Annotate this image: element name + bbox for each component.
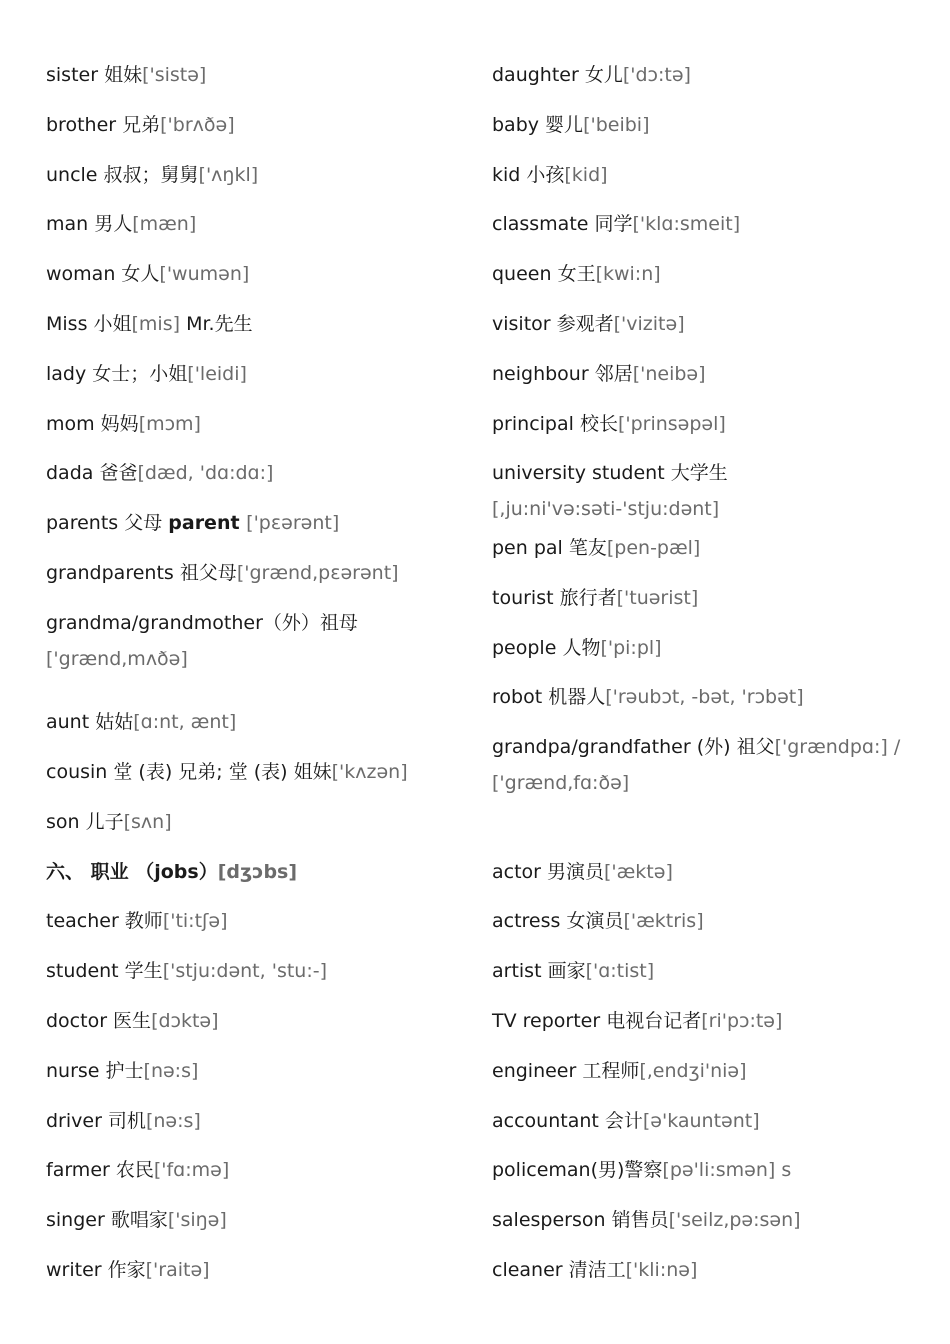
entry-phonetic: ['beibi] — [583, 114, 650, 136]
entry-phonetic: ['sistə] — [142, 64, 207, 86]
vocab-entry — [492, 959, 654, 983]
entry-word: tourist 旅行者 — [492, 587, 617, 609]
entry-word: actor 男演员 — [492, 861, 605, 883]
entry-phonetic: ['pi:pl] — [600, 637, 662, 659]
entry-phonetic: ['siŋə] — [167, 1209, 227, 1231]
entry-word: kid 小孩 — [492, 164, 565, 186]
entry-extra: Mr.先生 — [180, 313, 253, 335]
vocab-entry — [46, 1109, 201, 1133]
entry-phonetic: ['leidi] — [187, 363, 247, 385]
entry-word: mom 妈妈 — [46, 413, 139, 435]
vocab-entry — [492, 729, 912, 801]
entry-word: writer 作家 — [46, 1259, 146, 1281]
entry-phonetic: ['grændpɑ:] / ['grænd,fɑ:ðə] — [492, 736, 901, 794]
entry-word: doctor 医生 — [46, 1010, 152, 1032]
entry-phonetic: ['ʌŋkl] — [198, 164, 259, 186]
entry-phonetic: [kid] — [564, 164, 608, 186]
vocab-entry — [492, 1258, 697, 1282]
section-phonetic: [dʒɔbs] — [217, 861, 298, 883]
entry-word: queen 女王 — [492, 263, 596, 285]
vocab-entry — [492, 113, 649, 137]
entry-word: parents 父母 — [46, 512, 169, 534]
entry-word: grandparents 祖父母 — [46, 562, 237, 584]
entry-word: neighbour 邻居 — [492, 363, 633, 385]
entry-word: aunt 姑姑 — [46, 711, 134, 733]
vocab-entry — [492, 262, 661, 286]
entry-word: classmate 同学 — [492, 213, 633, 235]
entry-word: singer 歌唱家 — [46, 1209, 168, 1231]
vocab-entry — [46, 312, 253, 336]
vocab-entry — [46, 1158, 229, 1182]
vocab-entry — [492, 362, 706, 386]
vocab-entry — [492, 586, 698, 610]
vocab-entry — [46, 262, 249, 286]
entry-word: cleaner 清洁工 — [492, 1259, 626, 1281]
entry-phonetic: [sʌn] — [123, 811, 172, 833]
entry-phonetic: ['vizitə] — [613, 313, 685, 335]
section-title: 六、 职业 （jobs） — [46, 861, 218, 883]
entry-word: pen pal 笔友 — [492, 537, 607, 559]
entry-word: grandpa/grandfather (外) 祖父 — [492, 736, 775, 758]
vocab-entry — [46, 605, 406, 677]
entry-phonetic: [dɔktə] — [151, 1010, 219, 1032]
entry-word: principal 校长 — [492, 413, 618, 435]
entry-word: visitor 参观者 — [492, 313, 614, 335]
entry-word: university student 大学生 — [492, 462, 728, 484]
vocab-entry — [492, 212, 740, 236]
vocab-entry — [492, 1109, 760, 1133]
entry-phonetic: [nə:s] — [143, 1060, 199, 1082]
entry-word: robot 机器人 — [492, 686, 606, 708]
vocab-entry — [492, 909, 704, 933]
entry-phonetic: ['prinsəpəl] — [617, 413, 726, 435]
entry-phonetic: ['pɛərənt] — [246, 512, 340, 534]
entry-phonetic: ['neibə] — [632, 363, 706, 385]
vocab-entry — [46, 909, 228, 933]
vocab-entry — [492, 1208, 801, 1232]
entry-phonetic: ['stju:dənt, 'stu:-] — [162, 960, 327, 982]
vocab-entry — [46, 1009, 219, 1033]
entry-phonetic: [mæn] — [132, 213, 197, 235]
entry-phonetic: [kwi:n] — [595, 263, 661, 285]
entry-word: actress 女演员 — [492, 910, 624, 932]
vocab-entry — [46, 461, 273, 485]
vocab-entry — [492, 860, 673, 884]
entry-phonetic: ['dɔ:tə] — [622, 64, 691, 86]
entry-phonetic: [ri'pɔ:tə] — [701, 1010, 783, 1032]
entry-word: policeman(男)警察 — [492, 1159, 663, 1181]
vocab-entry — [492, 63, 691, 87]
vocab-entry — [46, 163, 258, 187]
entry-phonetic: [mɔm] — [138, 413, 201, 435]
vocab-entry — [46, 810, 172, 834]
entry-word: accountant 会计 — [492, 1110, 643, 1132]
entry-word: nurse 护士 — [46, 1060, 144, 1082]
entry-singular: parent — [168, 512, 247, 534]
entry-phonetic: ['wumən] — [159, 263, 250, 285]
vocab-entry — [46, 63, 206, 87]
entry-phonetic: ['raitə] — [145, 1259, 210, 1281]
entry-word: TV reporter 电视台记者 — [492, 1010, 702, 1032]
vocab-entry — [492, 412, 726, 436]
entry-word: salesperson 销售员 — [492, 1209, 669, 1231]
vocab-entry — [46, 710, 236, 734]
vocab-entry — [46, 412, 201, 436]
entry-word: woman 女人 — [46, 263, 160, 285]
vocab-entry — [46, 1208, 227, 1232]
entry-word: son 儿子 — [46, 811, 124, 833]
entry-word: artist 画家 — [492, 960, 586, 982]
entry-phonetic: ['kʌzən] — [331, 761, 408, 783]
entry-phonetic: ['klɑ:smeit] — [632, 213, 741, 235]
vocab-entry — [46, 561, 399, 585]
entry-word: engineer 工程师 — [492, 1060, 640, 1082]
vocab-entry — [492, 163, 608, 187]
entry-phonetic: [,endʒi'niə] — [639, 1060, 747, 1082]
vocab-entry — [46, 113, 235, 137]
entry-word: brother 兄弟 — [46, 114, 161, 136]
entry-phonetic: ['grænd,pɛərənt] — [236, 562, 399, 584]
entry-phonetic: [pen-pæl] — [606, 537, 701, 559]
entry-word: student 学生 — [46, 960, 163, 982]
entry-word: lady 女士；小姐 — [46, 363, 188, 385]
entry-word: cousin 堂 (表) 兄弟; 堂 (表) 姐妹 — [46, 761, 332, 783]
entry-word: Miss 小姐 — [46, 313, 132, 335]
vocab-entry — [46, 511, 339, 535]
entry-phonetic: [,ju:ni'və:səti-'stju:dənt] — [492, 498, 720, 520]
entry-phonetic: ['grænd,mʌðə] — [46, 648, 188, 670]
entry-phonetic: [pə'li:smən] s — [662, 1159, 792, 1181]
entry-phonetic: ['ɑ:tist] — [585, 960, 655, 982]
vocab-entry — [46, 959, 327, 983]
entry-phonetic: ['tuərist] — [616, 587, 699, 609]
entry-phonetic: [mis] — [131, 313, 181, 335]
vocab-entry — [46, 1059, 198, 1083]
entry-phonetic: ['kli:nə] — [625, 1259, 698, 1281]
vocab-entry — [46, 760, 408, 784]
entry-phonetic: ['ti:tʃə] — [162, 910, 228, 932]
entry-phonetic: ['seilz,pə:sən] — [668, 1209, 801, 1231]
vocab-entry — [492, 312, 685, 336]
vocab-entry — [492, 536, 700, 560]
vocab-entry — [492, 1158, 791, 1182]
vocab-entry — [46, 362, 247, 386]
entry-phonetic: ['æktris] — [623, 910, 704, 932]
entry-word: teacher 教师 — [46, 910, 163, 932]
entry-phonetic: ['brʌðə] — [160, 114, 235, 136]
entry-word: driver 司机 — [46, 1110, 146, 1132]
entry-phonetic: [dæd, 'dɑ:dɑ:] — [137, 462, 274, 484]
entry-word: people 人物 — [492, 637, 601, 659]
section-heading — [46, 860, 297, 884]
vocab-entry — [46, 1258, 210, 1282]
entry-phonetic: [nə:s] — [145, 1110, 201, 1132]
entry-word: dada 爸爸 — [46, 462, 138, 484]
entry-word: man 男人 — [46, 213, 133, 235]
entry-word: daughter 女儿 — [492, 64, 623, 86]
vocab-entry — [492, 1009, 782, 1033]
vocab-entry — [492, 455, 752, 527]
entry-word: farmer 农民 — [46, 1159, 154, 1181]
entry-phonetic: [ə'kauntənt] — [642, 1110, 760, 1132]
entry-phonetic: ['rəubɔt, -bət, 'rɔbət] — [605, 686, 804, 708]
vocab-entry — [492, 685, 804, 709]
entry-word: baby 婴儿 — [492, 114, 584, 136]
vocab-entry — [46, 212, 196, 236]
vocab-entry — [492, 1059, 747, 1083]
entry-phonetic: [ɑ:nt, ænt] — [133, 711, 237, 733]
entry-word: grandma/grandmother（外）祖母 — [46, 612, 358, 634]
entry-phonetic: ['fɑ:mə] — [153, 1159, 230, 1181]
entry-word: uncle 叔叔；舅舅 — [46, 164, 199, 186]
entry-word: sister 姐妹 — [46, 64, 143, 86]
entry-phonetic: ['æktə] — [604, 861, 673, 883]
vocab-entry — [492, 636, 662, 660]
